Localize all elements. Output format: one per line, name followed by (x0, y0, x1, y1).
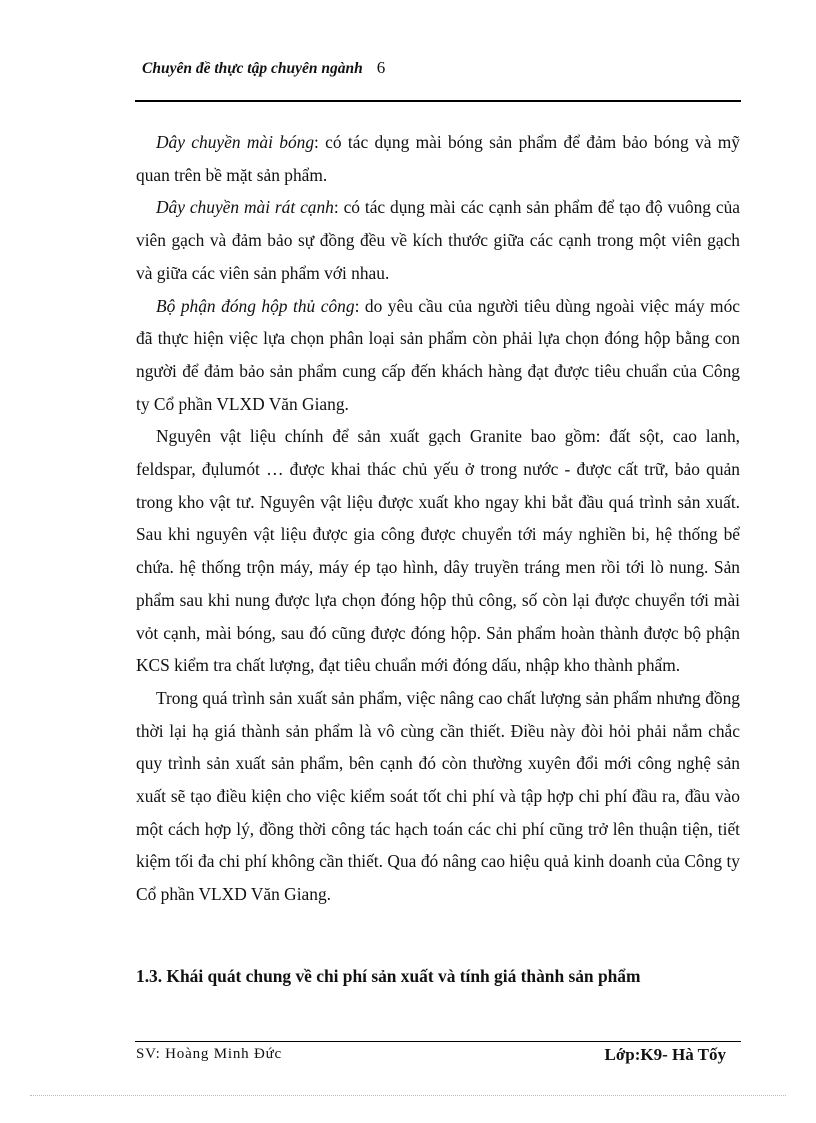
paragraph (136, 191, 740, 289)
document-body (136, 126, 740, 911)
paragraph (136, 126, 740, 191)
paragraph-lead: Dây chuyền mài bóng (156, 132, 315, 152)
page-bottom-dotted-line (30, 1095, 786, 1096)
paragraph (136, 682, 740, 911)
document-title: Chuyên đề thực tập chuyên ngành (142, 60, 363, 77)
page-header (142, 58, 385, 78)
footer-student: SV: Hoàng Minh Đức (136, 1046, 282, 1062)
paragraph-text: Nguyên vật liệu chính để sản xuất gạch Granite bao gồm: đất sột, cao lanh, feldspar, đụlumót … được khai thác chủ yếu ở trong nước - được cất trữ, bảo quản trong kho vật tư. Nguyên vật liệu được xuất kho ngay khi bắt đầu quá trình sản xuất. Sau khi nguyên vật liệu được gia công được chuyển tới máy nghiền bi, hệ thống bể chứa. hệ thống trộn máy, máy ép tạo hình, dây truyền tráng men rồi tới lò nung. Sản phẩm sau khi nung được lựa chọn đóng hộp thủ công, số còn lại được chuyển tới mài vỏt cạnh, mài bóng, sau đó cũng được đóng hộp. Sản phẩm hoàn thành được bộ phận KCS kiểm tra chất lượng, đạt tiêu chuẩn mới đóng dấu, nhập kho thành phẩm. (136, 426, 740, 676)
footer-rule (135, 1041, 741, 1042)
header-rule (135, 100, 741, 102)
paragraph-lead: Bộ phận đóng hộp thủ công (156, 295, 355, 316)
paragraph-text: : có tác dụng mài các cạnh sản phẩm để tạo độ vuông của viên gạch và đảm bảo sự đồng đều về kích thước giữa các cạnh trong một viên gạch và giữa các viên sản phẩm với nhau. (136, 197, 740, 283)
section-heading: 1.3. Khái quát chung về chi phí sản xuất và tính giá thành sản phẩm (136, 966, 641, 986)
paragraph (136, 420, 740, 682)
page-number: 6 (376, 58, 386, 77)
footer-class: Lớp:K9- Hà Tốy (604, 1045, 726, 1064)
paragraph (136, 290, 740, 421)
paragraph-text: : do yêu cầu của người tiêu dùng ngoài việc máy móc đã thực hiện việc lựa chọn phân loại sản phẩm còn phải lựa chọn đóng hộp bằng con người để đảm bảo sản phẩm cung cấp đến khách hàng đạt được tiêu chuẩn của Công ty Cổ phần VLXD Văn Giang. (136, 295, 740, 414)
paragraph-text: : có tác dụng mài bóng sản phẩm để đảm bảo bóng và mỹ quan trên bề mặt sản phẩm. (136, 132, 740, 185)
paragraph-text: Trong quá trình sản xuất sản phẩm, việc nâng cao chất lượng sản phẩm nhưng đồng thời lại hạ giá thành sản phẩm là vô cùng cần thiết. Điều này đòi hỏi phải nắm chắc quy trình sản xuất sản phẩm, bên cạnh đó còn thường xuyên đổi mới công nghệ sản xuất sẽ tạo điều kiện cho việc kiểm soát tốt chi phí và tập hợp chi phí đầu ra, đầu vào một cách hợp lý, đồng thời công tác hạch toán các chi phí cũng trở lên thuận tiện, tiết kiệm tối đa chi phí không cần thiết. Qua đó nâng cao hiệu quả kinh doanh của Công ty Cổ phần VLXD Văn Giang. (136, 687, 740, 905)
paragraph-lead: Dây chuyền mài rát cạnh (156, 197, 334, 218)
